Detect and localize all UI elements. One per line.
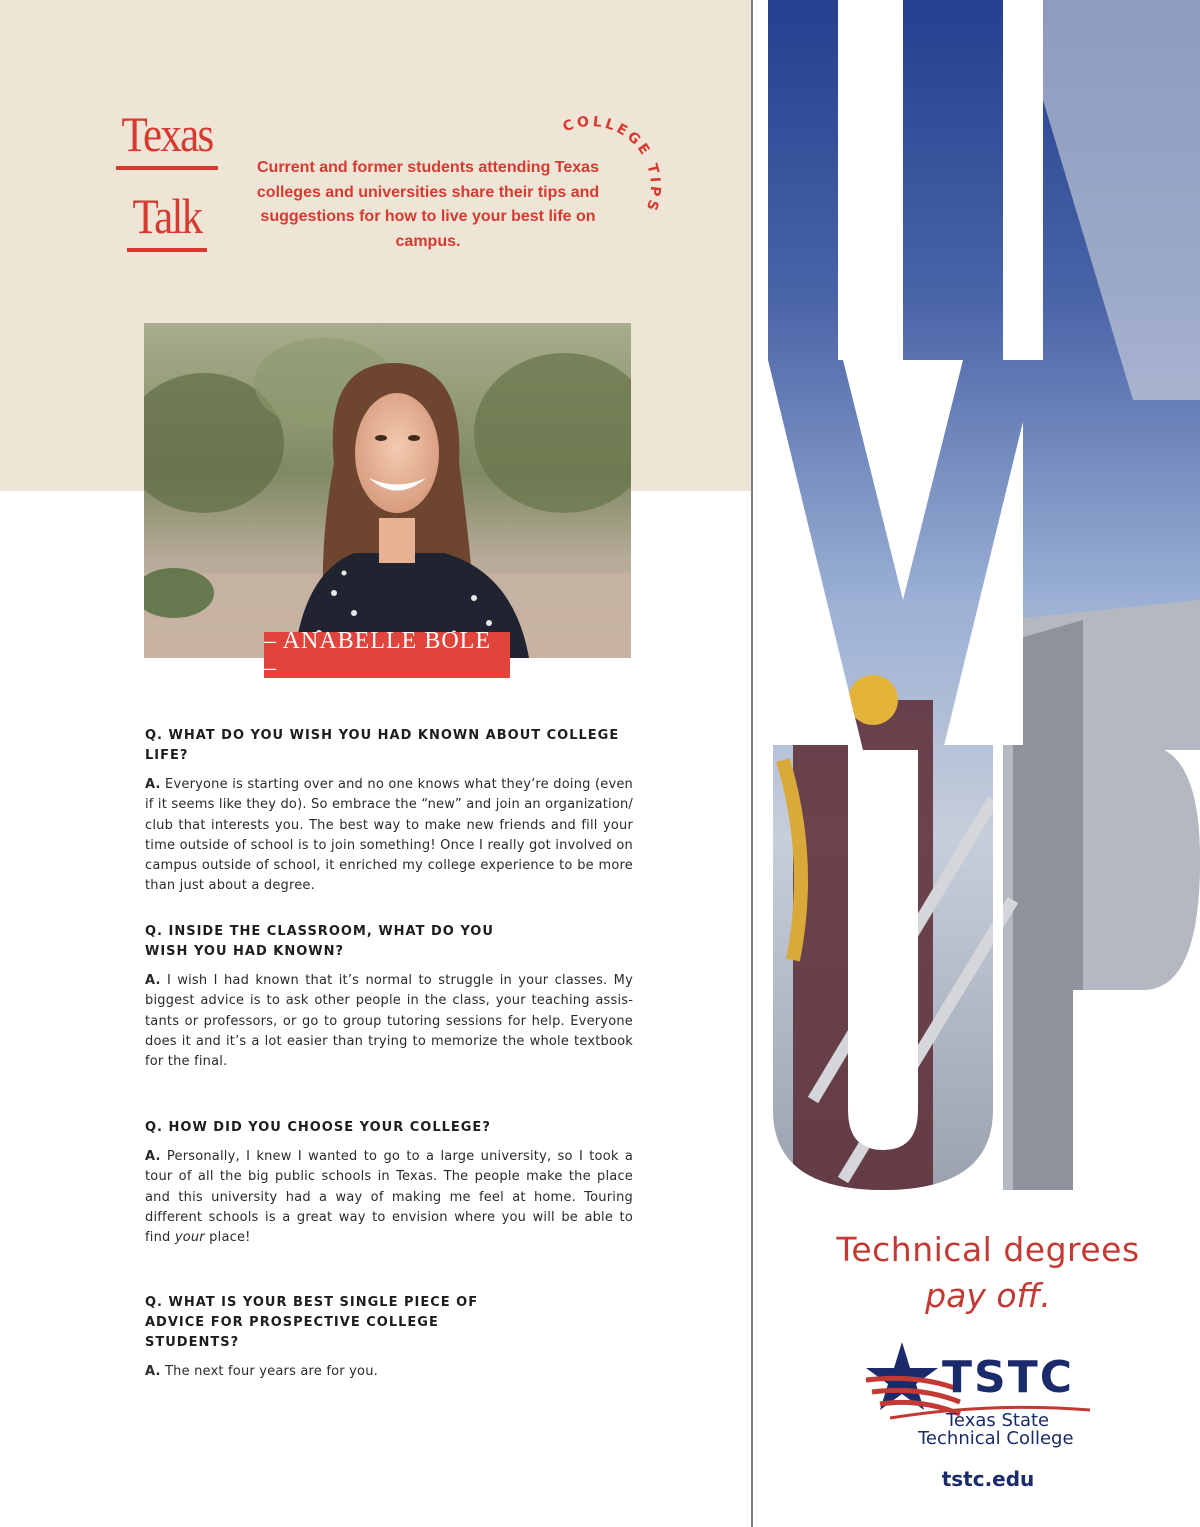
answer (145, 775, 633, 897)
question: Q. WHAT IS YOUR BEST SINGLE PIECE OF ADVICE FOR PROSPECTIVE COLLEGE STUDENTS? (145, 1295, 479, 1350)
ad-tagline-line2: pay off. (925, 1276, 1051, 1315)
answer (145, 1362, 633, 1382)
answer-text: Everyone is starting over and no one knows what they’re doing (even if it seems like they do). So embrace the “new” and join an organization/ club that interests you. The best way to make new friends and fill your time outside of school is to join something! Once I really got involved on campus outside of school, it enriched my college experience to be more than just about a degree. (145, 777, 633, 894)
answer-prefix: A. (145, 1149, 161, 1164)
tstc-logo (860, 1340, 1110, 1452)
answer-prefix: A. (145, 777, 161, 792)
tstc-logo-line1: Texas State (946, 1410, 1050, 1431)
masthead-rule (127, 248, 207, 252)
svg-text:COLLEGE TIPS (561, 114, 663, 215)
tstc-url[interactable]: tstc.edu (941, 1467, 1035, 1491)
masthead-word-talk: Talk (132, 188, 202, 244)
column-masthead (112, 108, 222, 252)
qa-block-3 (145, 1118, 633, 1248)
question: Q. WHAT DO YOU WISH YOU HAD KNOWN ABOUT COLLEGE LIFE? (145, 728, 620, 763)
tstc-logo-mark: TSTC (942, 1352, 1075, 1403)
answer (145, 1147, 633, 1248)
qa-block-2 (145, 922, 633, 1072)
college-tips-text: COLLEGE TIPS (560, 113, 664, 216)
student-name-tag: – ANABELLE BOLE – (264, 632, 510, 678)
question: Q. INSIDE THE CLASSROOM, WHAT DO YOU WISH YOU HAD KNOWN? (145, 924, 494, 959)
masthead-rule (116, 166, 218, 170)
answer-text-end: place! (204, 1230, 251, 1246)
ad-tagline-line1: Technical degrees (836, 1230, 1140, 1269)
ad-headline: MOVE UP (753, 0, 758, 1)
college-tips-badge (540, 90, 690, 230)
column-intro: Current and former students attending Texas colleges and universities share their tips and suggestions for how to live your best life on campus. (256, 159, 600, 250)
question: Q. HOW DID YOU CHOOSE YOUR COLLEGE? (145, 1120, 491, 1135)
qa-block-1 (145, 726, 633, 897)
answer-prefix: A. (145, 973, 161, 988)
answer-prefix: A. (145, 1364, 161, 1379)
student-photo (144, 323, 631, 658)
masthead-word-texas: Texas (121, 106, 213, 162)
tstc-logo-line2: Technical College (918, 1428, 1074, 1449)
answer-emphasis: your (174, 1230, 205, 1246)
answer-text: The next four years are for you. (160, 1364, 378, 1379)
answer-text: I wish I had known that it’s normal to struggle in your classes. My biggest advice is to ask other people in the class, your teaching assistants or professors, or go to group tutoring sessions for help. Everyone does it and it’s a lot easier than trying to memorize the whole textbook for the final. (145, 973, 633, 1070)
answer-text: Personally, I knew I wanted to go to a large university, so I took a tour of all the big public schools in Texas. The people make the place and this university had a way of making me feel at home. Touring different schools is a great way to envision where you will be able to find (145, 1149, 633, 1246)
answer (145, 971, 633, 1072)
qa-block-4 (145, 1293, 633, 1382)
